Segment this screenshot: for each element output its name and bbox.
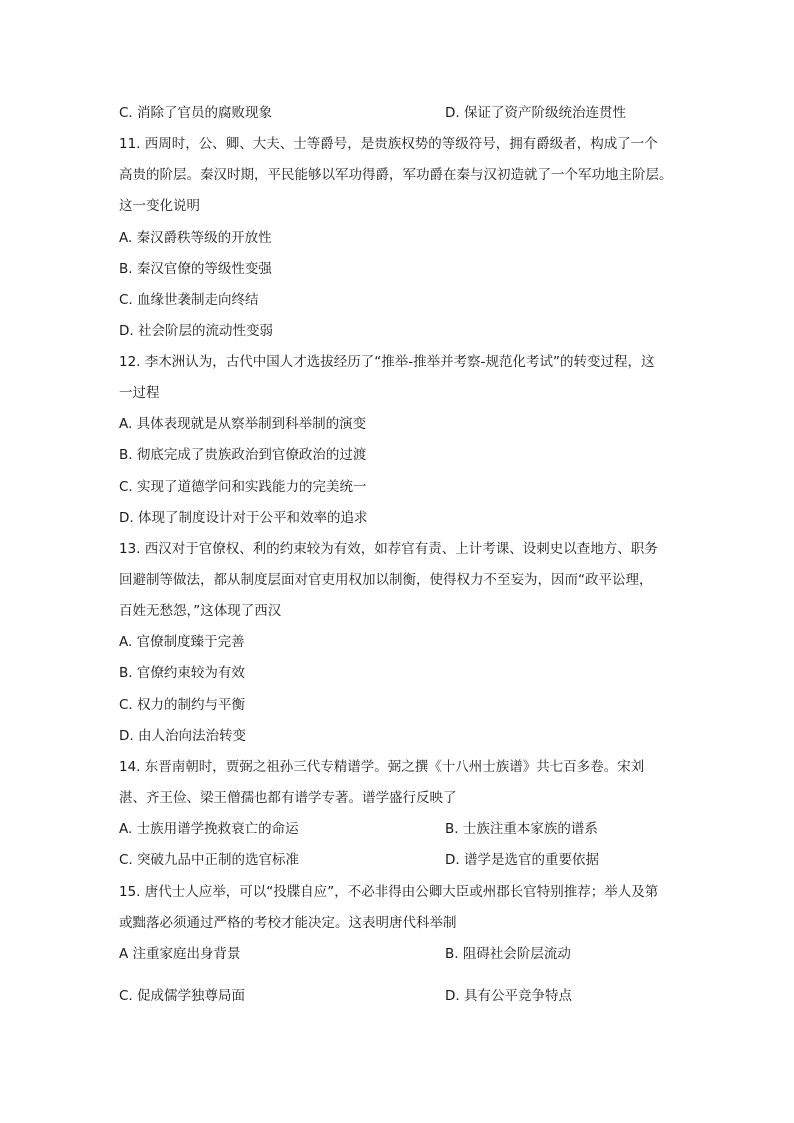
- q11-option-a: A. 秦汉爵秩等级的开放性: [119, 230, 272, 246]
- q15-stem-line-2: 或黜落必须通过严格的考校才能决定。这表明唐代科举制: [119, 915, 457, 931]
- q11-option-d: D. 社会阶层的流动性变弱: [119, 323, 273, 339]
- q15-option-a: A 注重家庭出身背景: [119, 946, 241, 962]
- q12-option-b: B. 彻底完成了贵族政治到官僚政治的过渡: [119, 447, 367, 463]
- q14-option-a: A. 士族用谱学挽救衰亡的命运: [119, 821, 299, 837]
- q14-stem-line-1: 14. 东晋南朝时，贾弼之祖孙三代专精谱学。弼之撰《十八州士族谱》共七百多卷。宋刘: [119, 759, 645, 775]
- q13-option-d: D. 由人治向法治转变: [119, 728, 246, 744]
- q13-option-c: C. 权力的制约与平衡: [119, 697, 246, 713]
- q11-stem-line-2: 高贵的阶层。秦汉时期，平民能够以军功得爵，军功爵在秦与汉初造就了一个军功地主阶层。: [119, 167, 673, 183]
- q13-option-b: B. 官僚约束较为有效: [119, 665, 245, 681]
- q13-stem-line-3: 百姓无愁怨，”这体现了西汉: [119, 603, 282, 619]
- q15-option-d: D. 具有公平竞争特点: [445, 988, 572, 1004]
- q14-option-d: D. 谱学是选官的重要依据: [445, 852, 599, 868]
- option-d: D. 保证了资产阶级统治连贯性: [445, 105, 626, 121]
- q12-option-c: C. 实现了道德学问和实践能力的完美统一: [119, 479, 367, 495]
- q12-option-d: D. 体现了制度设计对于公平和效率的追求: [119, 510, 368, 526]
- q12-stem-line-2: 一过程: [119, 385, 160, 401]
- q13-stem-line-1: 13. 西汉对于官僚权、利的约束较为有效，如荐官有责、上计考课、设刺史以查地方、职务: [119, 541, 658, 557]
- q14-option-b: B. 士族注重本家族的谱系: [445, 821, 598, 837]
- q12-stem-line-1: 12. 李木洲认为，古代中国人才选拔经历了“推举-推举并考察-规范化考试”的转变过程，这: [119, 354, 655, 370]
- option-c: C. 消除了官员的腐败现象: [119, 105, 273, 121]
- q14-option-c: C. 突破九品中正制的选官标准: [119, 852, 300, 868]
- q13-option-a: A. 官僚制度臻于完善: [119, 634, 245, 650]
- q15-option-c: C. 促成儒学独尊局面: [119, 988, 246, 1004]
- q12-option-a: A. 具体表现就是从察举制到科举制的演变: [119, 416, 367, 432]
- q11-option-b: B. 秦汉官僚的等级性变强: [119, 261, 272, 277]
- q11-stem-line-1: 11. 西周时，公、卿、大夫、士等爵号，是贵族权势的等级符号，拥有爵级者，构成了一个: [119, 136, 658, 152]
- q11-option-c: C. 血缘世袭制走向终结: [119, 292, 259, 308]
- q15-stem-line-1: 15. 唐代士人应举，可以“投牒自应”，不必非得由公卿大臣或州郡长官特别推荐；举人及第: [119, 884, 659, 900]
- q14-stem-line-2: 湛、齐王俭、梁王僧孺也都有谱学专著。谱学盛行反映了: [119, 790, 457, 806]
- q13-stem-line-2: 回避制等做法，都从制度层面对官吏用权加以制衡，使得权力不至妄为，因而“政平讼理，: [119, 572, 653, 588]
- q15-option-b: B. 阻碍社会阶层流动: [445, 946, 571, 962]
- q11-stem-line-3: 这一变化说明: [119, 198, 200, 214]
